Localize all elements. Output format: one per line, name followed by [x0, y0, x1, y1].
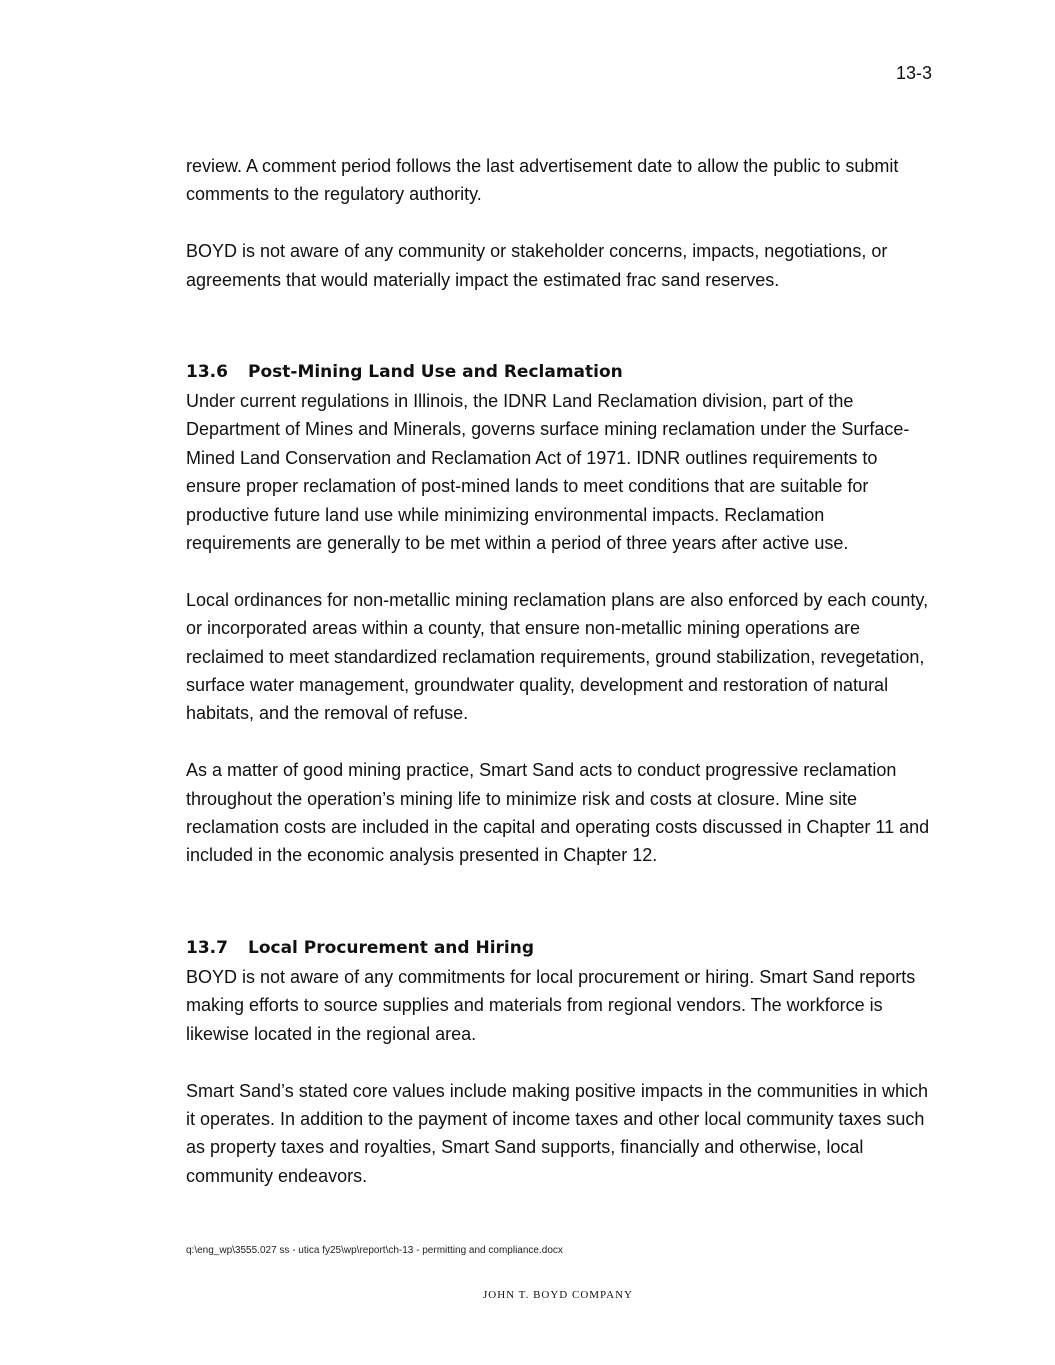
- section-13-6-paragraph-2: Local ordinances for non-metallic mining reclamation plans are also enforced by each county, or incorporated areas within a county, that ensure non-metallic mining operations are reclaimed to meet standardized reclamation requirements, ground stabilization, revegetation, surface water management, groundwater quality, development and restoration of natural habitats, and the removal of refuse.: [186, 589, 929, 724]
- intro-paragraph-1: review. A comment period follows the last advertisement date to allow the public to submit comments to the regulatory authority.: [186, 156, 899, 205]
- section-13-7-heading: [186, 933, 931, 963]
- section-13-7-title: Local Procurement and Hiring: [248, 937, 535, 958]
- section-13-7-number: 13.7: [186, 937, 228, 958]
- document-body: [186, 152, 931, 1190]
- intro-paragraph-2: BOYD is not aware of any community or stakeholder concerns, impacts, negotiations, or agreements that would materially impact the estimated frac sand reserves.: [186, 241, 888, 290]
- footer-company-name: JOHN T. BOYD COMPANY: [483, 1289, 633, 1301]
- page-number: 13-3: [895, 63, 932, 83]
- section-13-7-paragraph-2: Smart Sand’s stated core values include making positive impacts in the communities in which it operates. In addition to the payment of income taxes and other local community taxes such as property taxes and royalties, Smart Sand supports, financially and otherwise, local community endeavors.: [186, 1080, 929, 1186]
- section-13-6-title: Post-Mining Land Use and Reclamation: [248, 362, 623, 383]
- section-13-6-heading: [186, 357, 931, 387]
- footer-file-path: q:\eng_wp\3555.027 ss - utica fy25\wp\report\ch-13 - permitting and compliance.docx: [186, 1245, 563, 1256]
- section-13-6-paragraph-3: As a matter of good mining practice, Smart Sand acts to conduct progressive reclamation throughout the operation’s mining life to minimize risk and costs at closure. Mine site reclamation costs are included in the capital and operating costs discussed in Chapter 11 and included in the economic analysis presented in Chapter 12.: [186, 760, 930, 866]
- section-13-7-paragraph-1: BOYD is not aware of any commitments for local procurement or hiring. Smart Sand reports making efforts to source supplies and materials from regional vendors. The workforce is likewise located in the regional area.: [186, 966, 916, 1044]
- section-13-6-number: 13.6: [186, 362, 228, 383]
- section-13-6-paragraph-1: Under current regulations in Illinois, the IDNR Land Reclamation division, part of the Department of Mines and Minerals, governs surface mining reclamation under the Surface-Mined Land Conservation and Reclamation Act of 1971. IDNR outlines requirements to ensure proper reclamation of post-mined lands to meet conditions that are suitable for productive future land use while minimizing environmental impacts. Reclamation requirements are generally to be met within a period of three years after active use.: [186, 391, 910, 554]
